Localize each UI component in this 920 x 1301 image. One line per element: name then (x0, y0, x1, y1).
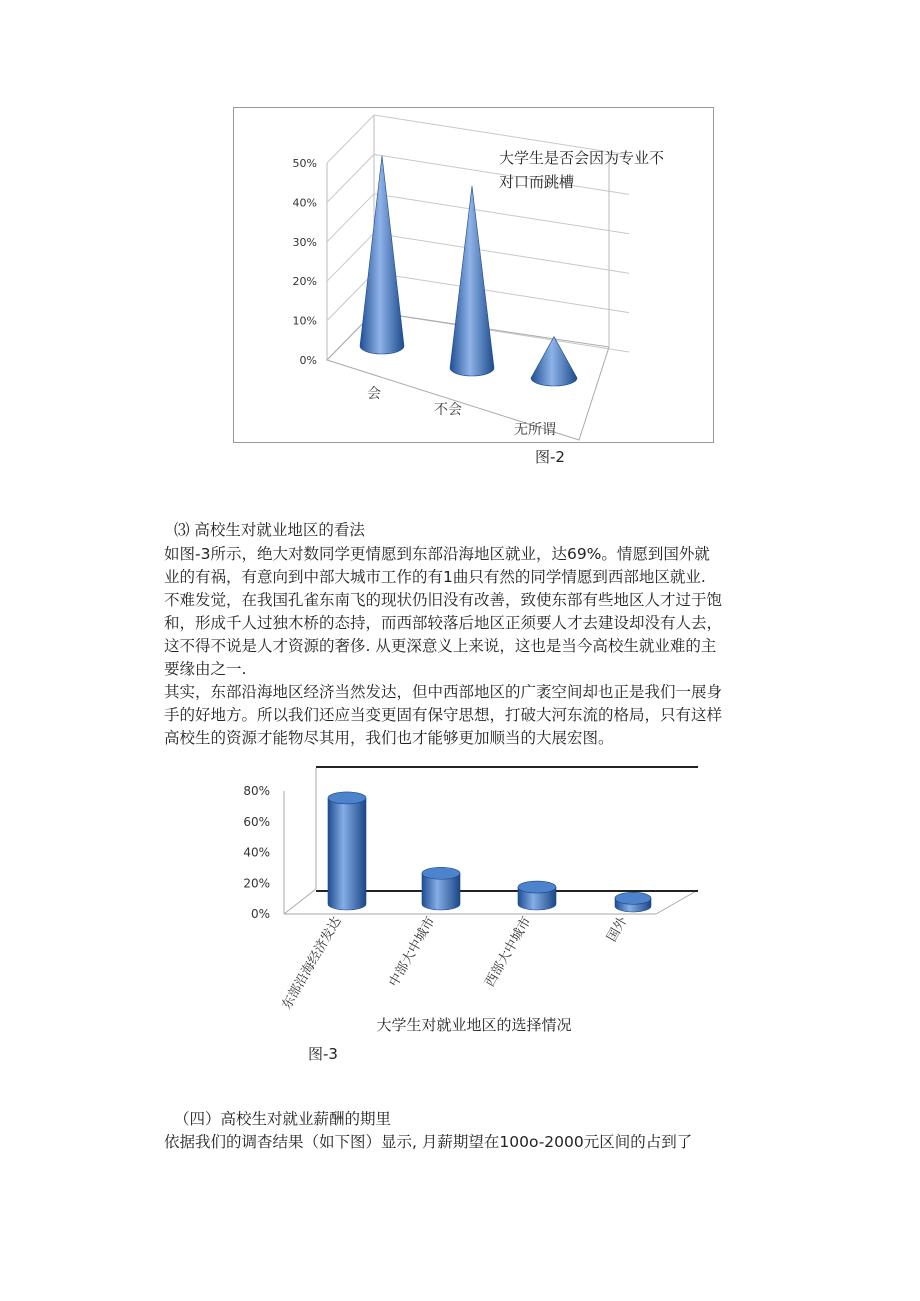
axis-depth (284, 889, 316, 914)
cone-bar (450, 186, 494, 376)
y-tick-label: 80% (243, 784, 270, 798)
x-category-label: 西部大中城市 (482, 914, 535, 990)
gridline-side (327, 115, 374, 163)
x-category-label: 会 (367, 386, 381, 402)
y-tick-label: 40% (292, 196, 317, 210)
cylinder-top (328, 792, 366, 804)
gridline-side (327, 154, 374, 202)
section-3-paragraph-3: 其实，东部沿海地区经济当然发达，但中西部地区的广袤空间却也正是我们一展身手的好地方。所以我们还应当变更固有保守思想，打破大河东流的格局，只有这样高校生的资源才能物尽其用，我们也才能够更加顺当的大展宏图。 (164, 683, 723, 747)
x-category-label: 中部大中城市 (386, 914, 439, 990)
y-tick-label: 40% (243, 845, 270, 860)
section-4 (164, 1108, 724, 1154)
chart-title: 大学生是否会因为专业不 (499, 149, 665, 167)
section-3-paragraph-2: 不难发觉，在我国孔雀东南飞的现状仍旧没有改善，致使东部有些地区人才过于饱和，形成千人过独木桥的态持，而西部较落后地区正须要人才去建设却没有人去，这不得不说是人才资源的奢侈. 从更深意义上来说，这也是当今高校生就业难的主要缘由之一. (164, 591, 723, 678)
gridline-back (374, 273, 629, 313)
x-category-label: 不会 (434, 402, 462, 418)
section-4-paragraph-1: 依据我们的调杳结果（如下图）显示, 月薪期望在100o-2000元区间的占到了 (164, 1133, 693, 1151)
y-tick-label: 30% (292, 235, 317, 249)
cylinder-top (422, 867, 460, 879)
axis-floor-right (656, 890, 698, 914)
section-3-heading: ⑶ 高校生对就业地区的看法 (174, 521, 365, 539)
y-tick-label: 20% (292, 275, 317, 289)
y-tick-label: 60% (243, 814, 270, 829)
x-category-label: 东部沿海经济发达 (279, 914, 345, 1013)
gridline-side (327, 194, 374, 242)
chart-title-line-2: 对口而跳槽 (499, 173, 575, 191)
gridline-back (374, 233, 629, 273)
x-category-label: 国外 (604, 914, 631, 945)
y-tick-label: 50% (292, 157, 317, 170)
cylinder-chart (236, 758, 706, 1048)
chart-title: 大学生对就业地区的选择情况 (376, 1016, 572, 1034)
cone-chart (234, 108, 713, 442)
cone-bar (531, 337, 577, 386)
figure-2-caption: 图-2 (535, 448, 565, 466)
cylinder-bar (328, 798, 366, 910)
gridline-back (374, 194, 629, 234)
section-3-paragraph-1: 如图-3所示，绝大对数同学更情愿到东部沿海地区就业，达69%。情愿到国外就业的有祸，有意向到中部大城市工作的有1曲只有然的同学情愿到西部地区就业. (164, 545, 710, 586)
cylinder-top (615, 892, 651, 904)
y-tick-label: 0% (250, 907, 270, 921)
y-tick-label: 0% (299, 354, 317, 367)
section-3 (164, 519, 724, 750)
y-tick-label: 20% (243, 876, 270, 891)
x-category-label: 无所谓 (514, 422, 556, 438)
figure-2-chart-frame (233, 107, 714, 443)
cone-bar (360, 156, 404, 354)
gridline-side (327, 233, 374, 281)
section-4-heading: （四）高校生对就业薪酬的期里 (174, 1110, 392, 1128)
y-tick-label: 10% (292, 314, 317, 328)
figure-3-caption: 图-3 (308, 1045, 338, 1063)
cylinder-top (518, 881, 556, 893)
